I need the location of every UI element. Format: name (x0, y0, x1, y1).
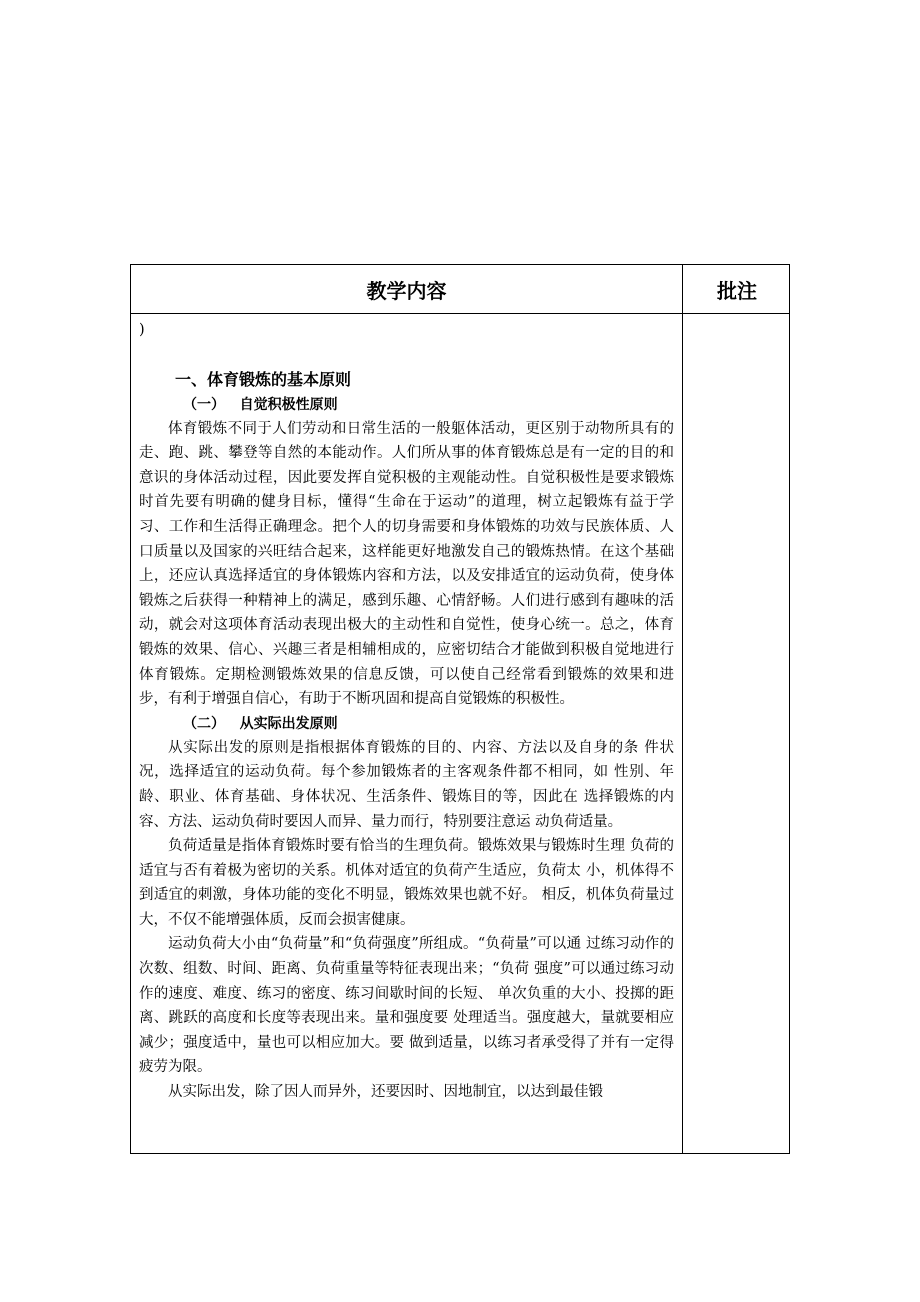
header-content-column: 教学内容 (366, 278, 447, 303)
subsection-title-1: （一） 自觉积极性原则 (183, 396, 338, 413)
remark-cell (683, 314, 791, 1153)
section-title: 一、体育锻炼的基本原则 (175, 369, 352, 389)
paragraph: 从实际出发，除了因人而异外，还要因时、因地制宜，以达到最佳锻 (168, 1084, 603, 1101)
paragraph: 负荷适量是指体育锻炼时要有恰当的生理负荷。锻炼效果与锻炼时生理 负荷的适宜与否有着极为密切的关系。机体对适宜的负荷产生适应，负荷太 小，机体得不到适宜的刺激，身体功能的变化不明显，锻炼效果也就不好。 相反，机体负荷量过大，不仅不能增强体质，反而会损害健康。 (139, 838, 674, 928)
header-remark-column: 批注 (717, 278, 757, 303)
lead-character: ) (139, 322, 145, 338)
content-cell (139, 318, 674, 1153)
paragraph: 运动负荷大小由“负荷量”和“负荷强度”所组成。“负荷量”可以通 过练习动作的次数、组数、时间、距离、负荷重量等特征表现出来；“负荷 强度”可以通过练习动作的速度、难度、练习的密度、练习间歇时间的长短、 单次负重的大小、投掷的距离、跳跃的高度和长度等表现出来。量和强度要 处理适当。强度越大，量就要相应减少；强度适中，量也可以相应加大。要 做到适量，以练习者承受得了并有一定得疲劳为限。 (139, 936, 674, 1076)
blank-line (139, 343, 674, 367)
paragraph: 体育锻炼不同于人们劳动和日常生活的一般躯体活动，更区别于动物所具有的走、跑、跳、攀登等自然的本能动作。人们所从事的体育锻炼总是有一定的目的和意识的身体活动过程，因此要发挥自觉积极的主观能动性。自觉积极性是要求锻炼时首先要有明确的健身目标，懂得“生命在于运动”的道理，树立起锻炼有益于学习、工作和生活得正确理念。把个人的切身需要和身体锻炼的功效与民族体质、人口质量以及国家的兴旺结合起来，这样能更好地激发自己的锻炼热情。在这个基础上，还应认真选择适宜的身体锻炼内容和方法，以及安排适宜的运动负荷，使身体锻炼之后获得一种精神上的满足，感到乐趣、心情舒畅。人们进行感到有趣味的活动，就会对这项体育活动表现出极大的主动性和自觉性，使身心统一。总之，体育锻炼的效果、信心、兴趣三者是相辅相成的，应密切结合才能做到积极自觉地进行体育锻炼。定期检测锻炼效果的信息反馈，可以使自己经常看到锻炼的效果和进步，有利于增强自信心，有助于不断巩固和提高自觉锻炼的积极性。 (139, 420, 674, 708)
lesson-table (130, 264, 790, 1154)
subsection-title-2: （二） 从实际出发原则 (183, 715, 338, 732)
paragraph: 从实际出发的原则是指根据体育锻炼的目的、内容、方法以及自身的条 件状况，选择适宜的运动负荷。每个参加锻炼者的主客观条件都不相同，如 性别、年龄、职业、体育基础、身体状况、生活条件、锻炼目的等，因此在 选择锻炼的内容、方法、运动负荷时要因人而异、量力而行，特别要注意运 动负荷适量。 (139, 739, 674, 830)
